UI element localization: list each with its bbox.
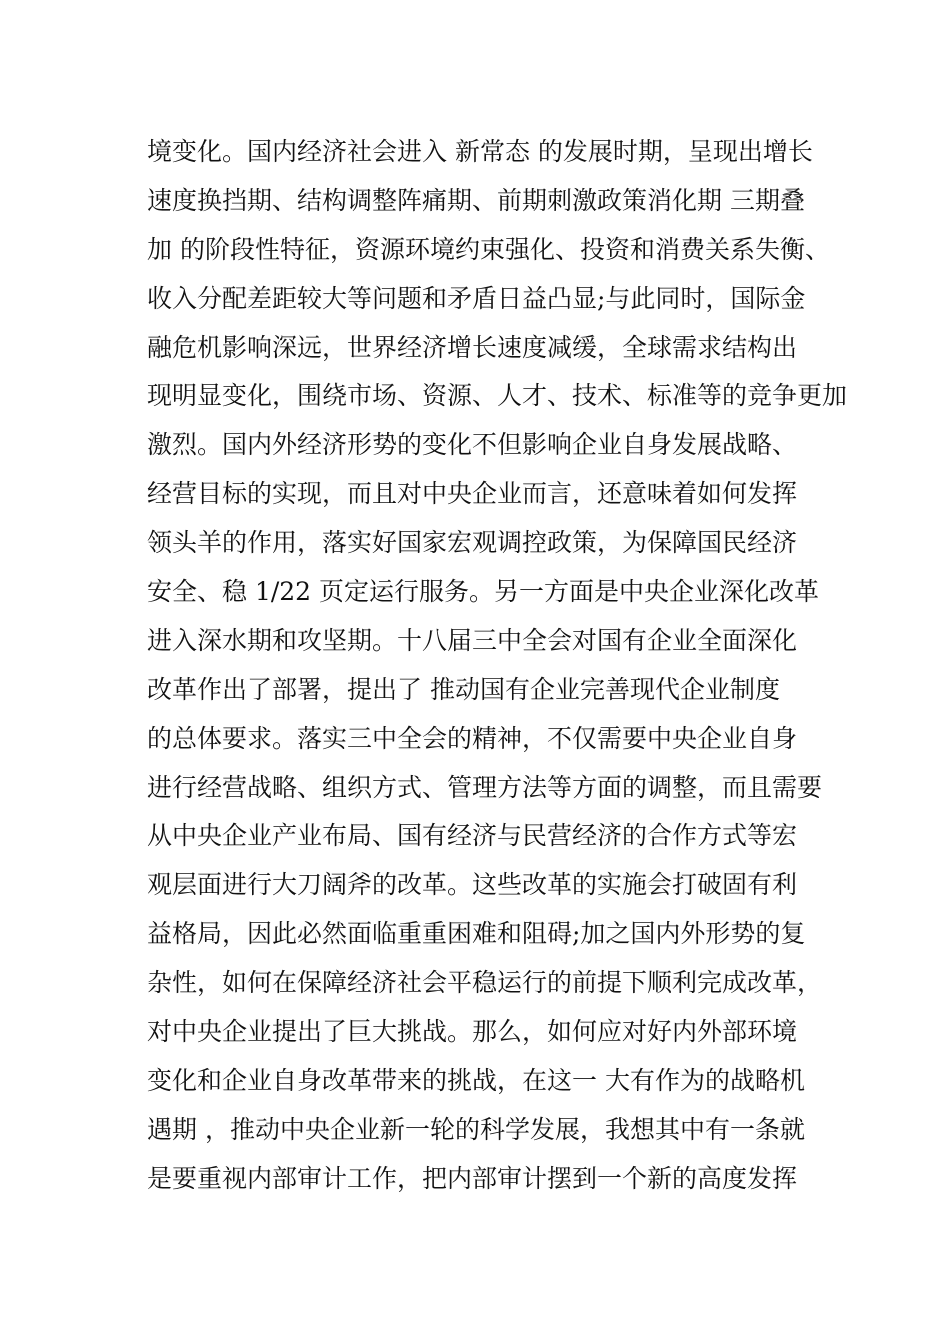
text-line: 观层面进行大刀阔斧的改革。这些改革的实施会打破固有利	[147, 870, 798, 900]
text-line: 的总体要求。落实三中全会的精神，不仅需要中央企业自身	[147, 723, 798, 753]
text-line: 现明显变化，围绕市场、资源、人才、技术、标准等的竞争更加	[147, 381, 848, 411]
text-line: 杂性，如何在保障经济社会平稳运行的前提下顺利完成改革，	[147, 968, 823, 998]
text-line: 对中央企业提出了巨大挑战。那么，如何应对好内外部环境	[147, 1017, 798, 1047]
text-line: 益格局，因此必然面临重重困难和阻碍;加之国内外形势的复	[147, 919, 806, 949]
text-line: 是要重视内部审计工作，把内部审计摆到一个新的高度发挥	[147, 1163, 798, 1193]
text-line: 加 的阶段性特征，资源环境约束强化、投资和消费关系失衡、	[147, 234, 830, 264]
text-line: 变化和企业自身改革带来的挑战，在这一 大有作为的战略机	[147, 1065, 805, 1095]
text-line: 融危机影响深远，世界经济增长速度减缓，全球需求结构出	[147, 332, 798, 362]
text-line: 进入深水期和攻坚期。十八届三中全会对国有企业全面深化	[147, 625, 798, 655]
text-line: 遇期 ，推动中央企业新一轮的科学发展，我想其中有一条就	[147, 1114, 805, 1144]
text-line: 从中央企业产业布局、国有经济与民营经济的合作方式等宏	[147, 821, 798, 851]
text-line: 经营目标的实现，而且对中央企业而言，还意味着如何发挥	[147, 479, 798, 509]
text-line: 进行经营战略、组织方式、管理方法等方面的调整，而且需要	[147, 772, 823, 802]
text-line: 境变化。国内经济社会进入 新常态 的发展时期，呈现出增长	[147, 137, 813, 166]
text-line: 速度换挡期、结构调整阵痛期、前期刺激政策消化期 三期叠	[147, 185, 805, 215]
text-line: 改革作出了部署，提出了 推动国有企业完善现代企业制度	[147, 674, 780, 704]
text-line: 激烈。国内外经济形势的变化不但影响企业自身发展战略、	[147, 430, 798, 460]
text-line: 领头羊的作用，落实好国家宏观调控政策，为保障国民经济	[147, 528, 798, 558]
text-line: 安全、稳 1/22 页定运行服务。另一方面是中央企业深化改革	[147, 577, 820, 607]
body-text	[147, 128, 847, 1204]
text-line: 收入分配差距较大等问题和矛盾日益凸显;与此同时，国际金	[147, 283, 806, 313]
